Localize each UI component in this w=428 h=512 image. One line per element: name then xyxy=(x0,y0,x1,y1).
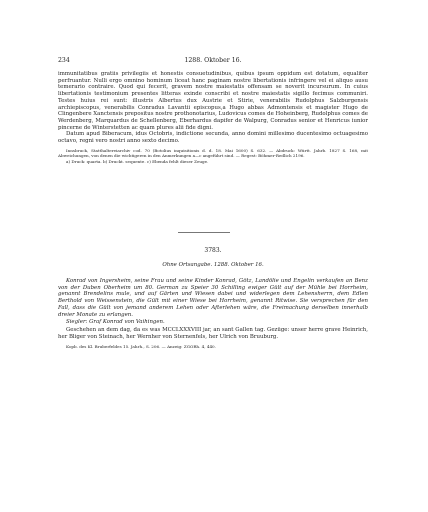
dating-clause: Datum apud Biberacum, idus Octobris, indictione secunda, anno domini millesimo ducentesimo octuagesimo octavo, regni vero nostri anno sexto decimo. xyxy=(58,131,368,145)
charter-text-2: Geschehen an dem dag, da es was MCCLXXXVIII jar, an sant Gallen tag. Gezüge: unser herre grave Heinrich, her Bliger von Steinach, her Wernher von Sternenfels, her Ulrich von Bruuburg. xyxy=(58,326,368,340)
document-2 xyxy=(58,0,368,512)
seal-note: Siegler: Graf Konrad von Vaihingen. xyxy=(66,319,165,326)
document-number: 3783. xyxy=(204,247,222,254)
footnotes: a) Druck: quarta. b) Druckt. sequente. c) Ebenda fehlt dieser Zeuge. xyxy=(66,159,209,165)
page-number: 234 xyxy=(58,57,70,64)
source-notes: Innsbruck, Statthaltereiarchiv cod. 70 (Botolius inquisitionis d. d. 18. Mai 1600) S. 632. — Abdruck: Württ. Jahrb. 1827 S. 168, mit Abweichungen, von denen die wichtigeren in den Anmerkungen a—c angeführt sind. — Regest: Böhmer-Redlich 2196. xyxy=(58,147,368,158)
charter-text: immunitatibus gratiis privilegiis et honestis consuetudinibus, quibus ipsum oppidum est dotatum, equaliter perfruantur. Nulli ergo omnino hominum liceat hanc paginam nostre libertationis infringere vel ei aliquo ausu temerario contraire. Quod qui fecerit, gravem nostre maiestatis offensam se noverit incursurum. In cuius libertationis testimonium presentes litteras exinde conscribi et nostre maiestatis sigillo fecimus communiri. Testes huius rei sunt: illustris Albertus dux Austrie et Stirie, venerabilis Rudolphus Salzburgensis archiepiscopus, venerabilis Conradus Lavantii episcopus,a Hugo abbas Admontensis et magister Hugo de Clingenbere Xanctensis prepositus nostre prothonotarius, Ludovicus comes de Hoheinberg, Rudolphus comes de Werdenberg, Marquardus de Schellenberg, Eberhardus dapifer de Walpurg, Conradus senior et Henricus iunior pincerne de Winterstetten ac quam plures alii fide digni. xyxy=(58,71,368,131)
place-date-line: Ohne Ortsangabe. 1288. Oktober 16. xyxy=(162,262,264,268)
source-notes-2: Kopb. des Kl. Bruberfeldes 15. Jahrh., S. 206. — Anzeig: ZGORh. 4, 440. xyxy=(66,344,216,350)
running-title: 1288. Oktober 16. xyxy=(184,57,242,64)
regest: Konrad von Ingersheim, seine Frau und seine Kinder Konrad, Götz, Landölie und Engelin verkaufen an Benz von der Duben Oberheim um 80. German zu Speier 30 Schilling ewiger Gült auf der Mühle bei Horrheim, genannt Brendelins mule, und auf Gärten und Wiesen dabei und widerlegen dem Lehensherrn, dem Edlen Berthold von Weissenstein, die Gült mit einer Wiese bei Horrheim, genannt Ritwise. Sie versprechen für den Fall, dass die Gült von jemand anderem Lehen oder Afterlehen wäre, die Freimachung derselben innerhalb dreier Monate zu erlangen. xyxy=(58,278,368,318)
